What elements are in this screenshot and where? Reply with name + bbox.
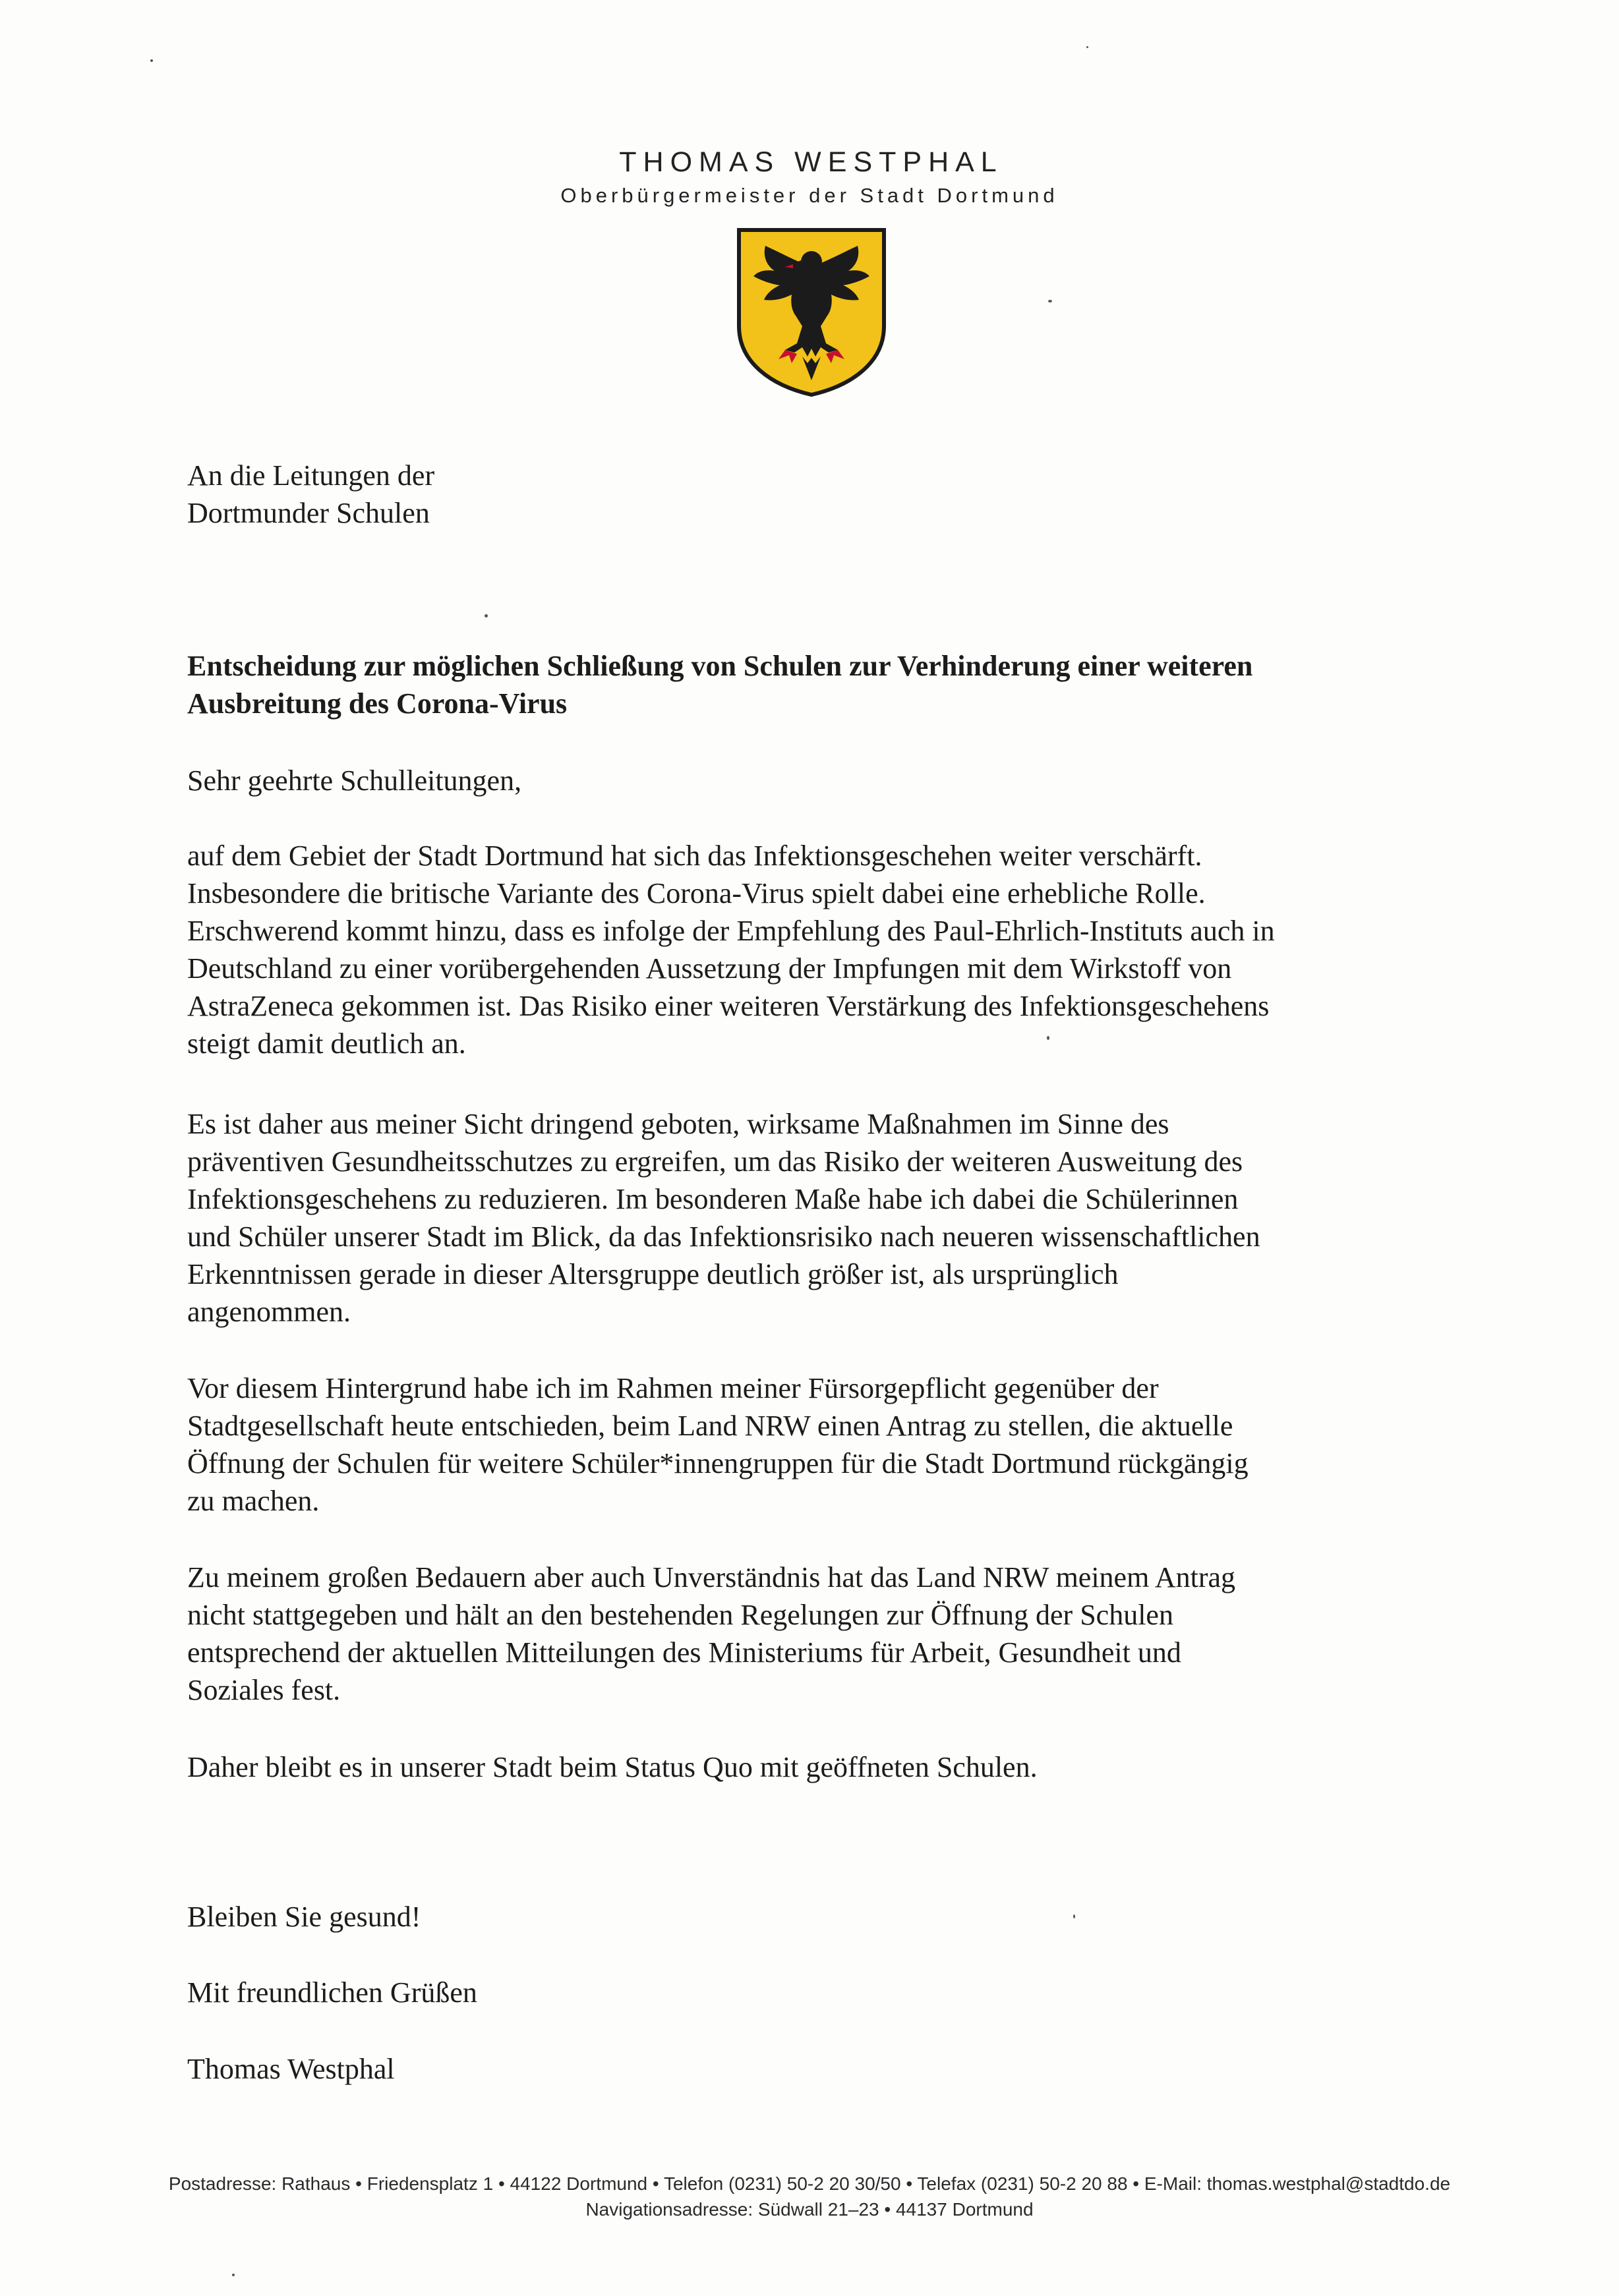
paragraph-line: steigt damit deutlich an. — [187, 1027, 466, 1060]
paragraph-line: präventiven Gesundheitsschutzes zu ergreifen, um das Risiko der weiteren Ausweitung des — [187, 1145, 1243, 1178]
letterhead — [0, 146, 1619, 208]
paragraph-line: Öffnung der Schulen für weitere Schüler*innengruppen für die Stadt Dortmund rückgängig — [187, 1447, 1249, 1479]
paragraph-line: Zu meinem großen Bedauern aber auch Unverständnis hat das Land NRW meinem Antrag — [187, 1561, 1236, 1593]
paragraph-line: Infektionsgeschehens zu reduzieren. Im besonderen Maße habe ich dabei die Schülerinnen — [187, 1183, 1239, 1215]
letterhead-office: Oberbürgermeister der Stadt Dortmund — [560, 184, 1059, 207]
closing-greeting: Mit freundlichen Grüßen — [187, 1976, 477, 2009]
paragraph-5 — [187, 1748, 1459, 1786]
footer-navigation-address: Navigationsadresse: Südwall 21–23 • 44137 Dortmund — [585, 2199, 1034, 2220]
subject-text: Ausbreitung des Corona-Virus — [187, 687, 568, 720]
paragraph-4 — [187, 1559, 1459, 1709]
paragraph-1 — [187, 837, 1459, 1062]
closing-wish: Bleiben Sie gesund! — [187, 1901, 421, 1933]
paragraph-line: Erschwerend kommt hinzu, dass es infolge der Empfehlung des Paul-Ehrlich-Instituts auch in — [187, 915, 1275, 947]
paragraph-line: zu machen. — [187, 1485, 320, 1517]
letterhead-name: THOMAS WESTPHAL — [619, 146, 1003, 178]
paragraph-line: Soziales fest. — [187, 1674, 341, 1706]
scan-speck — [1047, 1036, 1049, 1040]
paragraph-line: Stadtgesellschaft heute entschieden, beim Land NRW einen Antrag zu stellen, die aktuelle — [187, 1410, 1233, 1442]
paragraph-line: auf dem Gebiet der Stadt Dortmund hat sich das Infektionsgeschehen weiter verschärft. — [187, 840, 1202, 872]
paragraph-line: Deutschland zu einer vorübergehenden Aussetzung der Impfungen mit dem Wirkstoff von — [187, 952, 1232, 985]
recipient-line: Dortmunder Schulen — [187, 497, 430, 529]
paragraph-3 — [187, 1369, 1459, 1520]
scan-speck — [1048, 300, 1052, 302]
dortmund-eagle-crest-icon — [736, 227, 887, 397]
paragraph-line: entsprechend der aktuellen Mitteilungen des Ministeriums für Arbeit, Gesundheit und — [187, 1636, 1181, 1669]
paragraph-line: Daher bleibt es in unserer Stadt beim Status Quo mit geöffneten Schulen. — [187, 1751, 1038, 1783]
scan-speck — [1086, 46, 1088, 48]
scan-speck — [485, 614, 488, 617]
recipient-line: An die Leitungen der — [187, 459, 435, 492]
paragraph-line: AstraZeneca gekommen ist. Das Risiko einer weiteren Verstärkung des Infektionsgeschehens — [187, 990, 1270, 1022]
paragraph-line: Insbesondere die britische Variante des Corona-Virus spielt dabei eine erhebliche Rolle. — [187, 877, 1206, 909]
paragraph-line: angenommen. — [187, 1296, 351, 1328]
subject-line — [187, 647, 1459, 722]
paragraph-line: Erkenntnissen gerade in dieser Altersgruppe deutlich größer ist, als ursprünglich — [187, 1258, 1119, 1290]
salutation: Sehr geehrte Schulleitungen, — [187, 764, 522, 797]
scan-speck — [1073, 1914, 1075, 1918]
scan-speck — [232, 2274, 235, 2276]
scan-speck — [150, 59, 153, 62]
letter-footer — [0, 2171, 1619, 2222]
signatory-name: Thomas Westphal — [187, 2053, 395, 2085]
paragraph-line: Es ist daher aus meiner Sicht dringend geboten, wirksame Maßnahmen im Sinne des — [187, 1108, 1169, 1140]
subject-text: Entscheidung zur möglichen Schließung von Schulen zur Verhinderung einer weiteren — [187, 650, 1253, 682]
footer-postal-address: Postadresse: Rathaus • Friedensplatz 1 • 44122 Dortmund • Telefon (0231) 50-2 20 30/50 • Telefax (0231) 50-2 20 88 • E-Mail: thomas.westphal@stadtdo.de — [168, 2173, 1451, 2194]
paragraph-line: nicht stattgegeben und hält an den bestehenden Regelungen zur Öffnung der Schulen — [187, 1599, 1173, 1631]
paragraph-2 — [187, 1105, 1459, 1331]
paragraph-line: und Schüler unserer Stadt im Blick, da das Infektionsrisiko nach neueren wissenschaftlichen — [187, 1220, 1260, 1253]
paragraph-line: Vor diesem Hintergrund habe ich im Rahmen meiner Fürsorgepflicht gegenüber der — [187, 1372, 1159, 1404]
recipient-address — [187, 457, 1459, 532]
